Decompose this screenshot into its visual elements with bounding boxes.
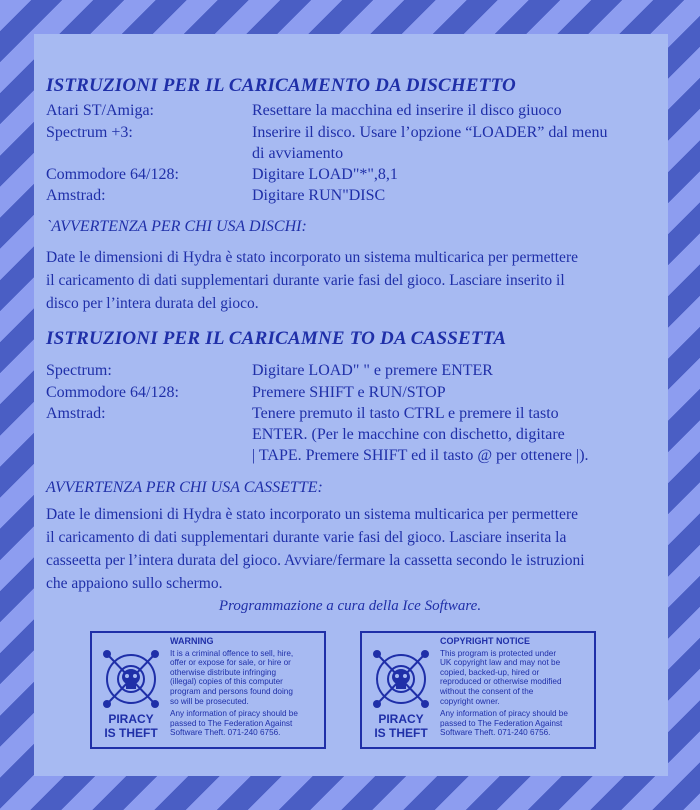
emblem-text-2: IS THEFT (374, 726, 428, 740)
notice-line: It is a criminal offence to sell, hire, (170, 648, 294, 658)
notice-line: reproduced or otherwise modified (440, 677, 562, 687)
instruction-text: Digitare LOAD" " e premere ENTER (252, 362, 493, 379)
notice-line: Software Theft. 071-240 6756. (170, 728, 281, 738)
instruction-text: Resettare la macchina ed inserire il disco giuoco (252, 102, 562, 119)
instruction-text: di avviamento (252, 145, 344, 162)
piracy-emblem-icon (366, 637, 436, 741)
piracy-emblem-icon (96, 637, 166, 741)
disk-warning-title: `AVVERTENZA PER CHI USA DISCHI: (46, 218, 307, 235)
platform-label: Atari ST/Amiga: (46, 102, 154, 119)
tape-heading: ISTRUZIONI PER IL CARICAMNE TO DA CASSETTA (46, 328, 507, 349)
instruction-text: Premere SHIFT e RUN/STOP (252, 384, 446, 401)
platform-label: Amstrad: (46, 187, 106, 204)
tape-warning-title: AVVERTENZA PER CHI USA CASSETTE: (46, 479, 323, 496)
tape-warning-text (46, 503, 658, 595)
notice-line: without the consent of the (440, 686, 534, 696)
paragraph-line: casseetta per l’intera durata del gioco. Avviare/fermare la cassetta secondo le istruzioni (46, 552, 585, 569)
notice-text (440, 637, 592, 738)
copyright-box (360, 631, 596, 749)
notice-line: Any information of piracy should be (170, 709, 298, 719)
paragraph-line: Date le dimensioni di Hydra è stato incorporato un sistema multicarica per permettere (46, 506, 578, 523)
instruction-text: Digitare LOAD"*",8,1 (252, 166, 398, 183)
notice-line: This program is protected under (440, 648, 557, 658)
notice-title: WARNING (170, 636, 214, 646)
emblem-text-1: PIRACY (378, 712, 424, 726)
instruction-text: Inserire il disco. Usare l’opzione “LOADER” dal menu (252, 124, 608, 141)
platform-label: Amstrad: (46, 405, 106, 422)
notice-line: so will be prosecuted. (170, 696, 249, 706)
notice-line: Software Theft. 071-240 6756. (440, 728, 551, 738)
platform-label: Commodore 64/128: (46, 384, 179, 401)
instruction-text: | TAPE. Premere SHIFT ed il tasto @ per ottenere |). (252, 447, 589, 464)
notice-line: UK copyright law and may not be (440, 658, 561, 668)
notice-line: copyright owner. (440, 696, 500, 706)
notice-line: copied, backed-up, hired or (440, 667, 540, 677)
credit-line: Programmazione a cura della Ice Software. (218, 598, 482, 614)
notice-title: COPYRIGHT NOTICE (440, 636, 531, 646)
notice-line: otherwise distribute infringing (170, 667, 277, 677)
emblem-text-1: PIRACY (108, 712, 154, 726)
instruction-text: Digitare RUN"DISC (252, 187, 386, 204)
notice-line: passed to The Federation Against (440, 718, 563, 728)
emblem-text-2: IS THEFT (104, 726, 158, 740)
instruction-text: Tenere premuto il tasto CTRL e premere il tasto (252, 405, 559, 422)
instruction-text: ENTER. (Per le macchine con dischetto, digitare (252, 426, 565, 443)
warning-box (90, 631, 326, 749)
disk-warning-text (46, 246, 658, 315)
platform-label: Spectrum: (46, 362, 112, 379)
paragraph-line: il caricamento di dati supplementari durante varie fasi del gioco. Lasciare inserito il (46, 272, 565, 289)
notice-line: Any information of piracy should be (440, 709, 568, 719)
platform-label: Commodore 64/128: (46, 166, 179, 183)
notice-line: (illegal) copies of this computer (170, 677, 283, 687)
notice-line: passed to The Federation Against (170, 718, 293, 728)
notice-line: offer or expose for sale, or hire or (170, 658, 291, 668)
notice-text (170, 637, 322, 738)
notice-line: program and persons found doing (170, 686, 293, 696)
paragraph-line: che appaiono sullo schermo. (46, 575, 223, 592)
paragraph-line: Date le dimensioni di Hydra è stato incorporato un sistema multicarica per permettere (46, 249, 578, 266)
disk-heading: ISTRUZIONI PER IL CARICAMENTO DA DISCHETTO (46, 75, 516, 96)
paragraph-line: disco per l’intera durata del gioco. (46, 295, 259, 312)
paragraph-line: il caricamento di dati supplementari durante varie fasi del gioco. Lasciare inserita la (46, 529, 567, 546)
platform-label: Spectrum +3: (46, 124, 133, 141)
